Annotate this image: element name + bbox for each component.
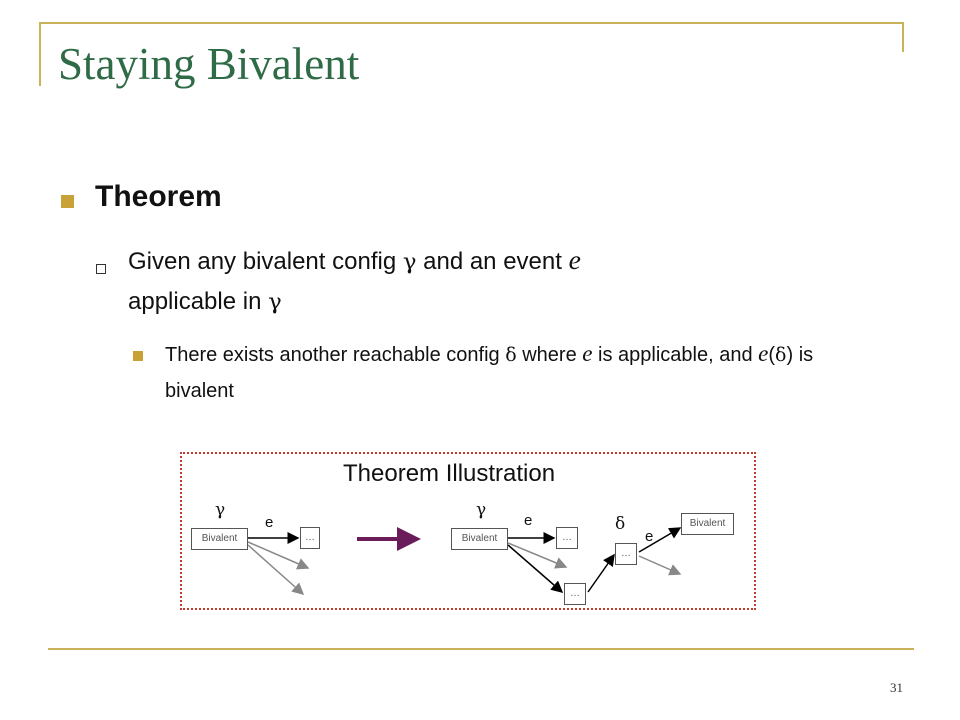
delta-symbol: δ	[505, 344, 517, 366]
right-e2-label: e	[645, 528, 654, 545]
gamma-symbol: γ	[402, 249, 417, 275]
delta-symbol: δ	[775, 344, 787, 366]
right-bivalent-node-2: Bivalent	[681, 513, 734, 535]
left-edge-gray-arrow-1	[248, 542, 308, 568]
bullet-level1-text: Theorem	[95, 180, 222, 213]
l2-part: applicable in	[128, 288, 269, 315]
page-number: 31	[890, 680, 903, 695]
event-e-symbol: e	[568, 244, 581, 275]
right-delta-label: δ	[615, 514, 626, 534]
right-dots-node-3: …	[615, 543, 637, 565]
illustration-title: Theorem Illustration	[343, 460, 556, 487]
l3-part: ) is bivalent	[165, 344, 814, 402]
right-dots-node-2: …	[564, 583, 586, 605]
left-bivalent-node: Bivalent	[191, 528, 248, 550]
gamma-symbol: γ	[268, 289, 282, 315]
event-e-symbol: e	[758, 341, 769, 366]
left-dots-node: …	[300, 527, 320, 549]
l3-part: (	[768, 344, 776, 366]
slide-title: Staying Bivalent	[58, 39, 360, 89]
right-e1-label: e	[524, 512, 533, 529]
right-edge-to-delta	[588, 555, 614, 592]
left-edge-gray-arrow-2	[248, 545, 303, 594]
l3-part: is applicable, and	[592, 344, 759, 366]
l3-part: where	[516, 344, 583, 366]
l2-part: and an event	[416, 248, 569, 275]
right-dots-node-1: …	[556, 527, 578, 549]
right-edge-to-hidden	[508, 545, 562, 592]
right-gamma-label: γ	[476, 500, 487, 520]
right-edge-gray-arrow-2	[639, 556, 680, 574]
event-e-symbol: e	[582, 341, 593, 366]
left-e-label: e	[265, 514, 274, 531]
l3-part: There exists another reachable config	[165, 344, 506, 366]
l2-part: Given any bivalent config	[128, 248, 403, 275]
right-bivalent-node: Bivalent	[451, 528, 508, 550]
left-gamma-label: γ	[215, 500, 226, 520]
